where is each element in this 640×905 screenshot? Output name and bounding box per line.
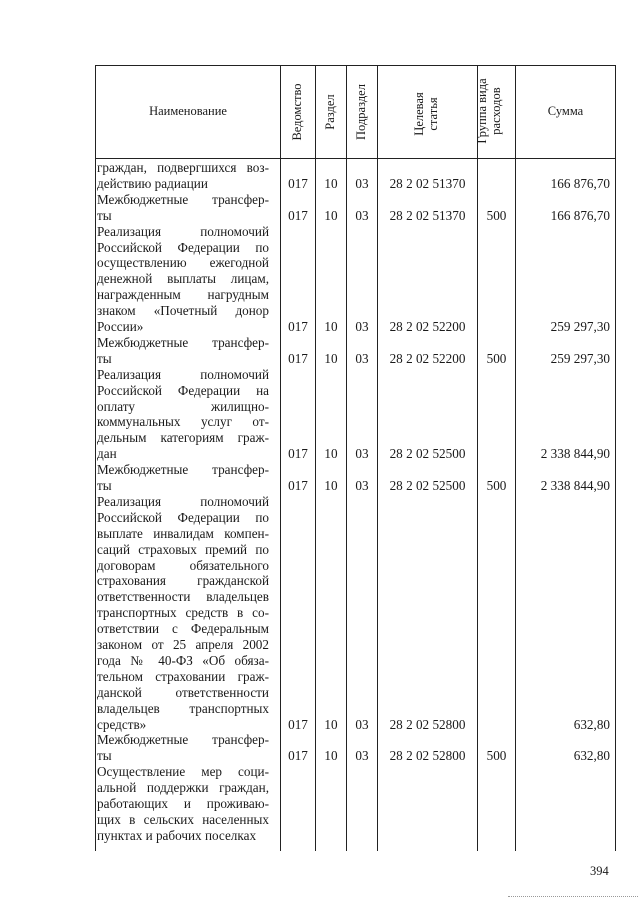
row-name-line: законом от 25 апреля 2002 (97, 637, 269, 652)
row-podrazdel-cell: 03 (355, 350, 369, 366)
row-name-line: тельном страховании граж- (97, 668, 269, 684)
row-vedomstvo-cell: 017 (288, 319, 308, 334)
row-name-line: коммунальных услуг от- (97, 414, 269, 430)
row-name-line: дан (97, 446, 117, 462)
row-name-line: Межбюджетные трансфер- (97, 732, 269, 748)
row-summa-cell: 632,80 (573, 716, 610, 732)
row-gruppa-cell: 500 (486, 748, 507, 764)
header-razdel: Раздел (323, 94, 337, 130)
row-name-line: ответствии с Федеральным (97, 621, 269, 637)
row-name-line: Межбюджетные трансфер- (97, 462, 269, 478)
row-name-line: владельцев транспортных (97, 700, 269, 716)
table-left-border (95, 65, 96, 851)
row-name-line: граждан, подвергшихся воз- (97, 160, 269, 175)
row-name-line: дельным категориям граж- (97, 430, 269, 446)
row-name-line: альной поддержки граждан, (97, 780, 269, 796)
row-razdel-cell: 10 (324, 350, 338, 366)
header-name: Наименование (149, 104, 227, 118)
row-summa-cell: 632,80 (573, 748, 610, 764)
row-celevaya-cell: 28 2 02 51370 (389, 207, 466, 223)
row-podrazdel-cell: 03 (355, 716, 369, 732)
row-summa-cell: 166 876,70 (550, 207, 610, 223)
row-gruppa-cell: 500 (486, 478, 507, 493)
row-summa-cell: 2 338 844,90 (540, 478, 610, 493)
row-podrazdel-cell: 03 (355, 319, 369, 334)
row-razdel-cell: 10 (324, 716, 338, 732)
row-celevaya-cell: 28 2 02 52800 (389, 716, 466, 732)
row-vedomstvo-cell: 017 (288, 716, 308, 732)
row-name-line: ты (97, 748, 112, 764)
row-name-line: страхования гражданской (97, 573, 269, 589)
row-name-line: ты (97, 207, 112, 223)
row-name-line: щих в сельских населенных (97, 811, 269, 827)
row-gruppa-cell: 500 (486, 350, 507, 366)
row-razdel-cell: 10 (324, 748, 338, 764)
row-name-line: действию радиации (97, 175, 208, 191)
column-divider-gruppa (477, 65, 478, 851)
header-vedomstvo: Ведомство (290, 83, 304, 141)
row-name-line: средств» (97, 716, 147, 732)
footer-dotted-line (508, 896, 638, 897)
row-name-line: Межбюджетные трансфер- (97, 334, 269, 350)
row-celevaya-cell: 28 2 02 51370 (389, 175, 466, 191)
row-name-line: ты (97, 478, 112, 493)
header-summa: Сумма (547, 104, 584, 118)
row-razdel-cell: 10 (324, 478, 338, 493)
header-celevaya-line1: Целевая (412, 92, 426, 136)
row-name-line: Реализация полномочий (97, 493, 269, 509)
row-name-line: Реализация полномочий (97, 223, 269, 239)
row-podrazdel-cell: 03 (355, 207, 369, 223)
header-podrazdel: Подраздел (354, 84, 368, 140)
row-celevaya-cell: 28 2 02 52200 (389, 350, 466, 366)
row-name-line: осуществлению ежегодной (97, 255, 269, 271)
row-name-line: ответственности владельцев (97, 589, 269, 605)
row-name-line: данской ответственности (97, 684, 269, 700)
row-name-line: договорам обязательного (97, 557, 269, 573)
row-vedomstvo-cell: 017 (288, 350, 308, 366)
row-name-line: Российской Федерации по (97, 509, 269, 525)
row-name-line: ты (97, 350, 112, 366)
header-gruppa-line2: расходов (489, 87, 503, 135)
row-vedomstvo-cell: 017 (288, 446, 308, 462)
row-name-line: России» (97, 319, 144, 334)
row-podrazdel-cell: 03 (355, 748, 369, 764)
row-name-line: награжденным нагрудным (97, 287, 269, 303)
row-razdel-cell: 10 (324, 207, 338, 223)
row-name-line: Осуществление мер соци- (97, 764, 269, 780)
row-name-line: транспортных средств в со- (97, 605, 269, 621)
row-summa-cell: 2 338 844,90 (540, 446, 610, 462)
row-name-line: денежной выплаты лицам, (97, 271, 269, 287)
row-name-line: Межбюджетные трансфер- (97, 191, 269, 207)
row-name-line: саций страховых премий по (97, 541, 269, 557)
row-razdel-cell: 10 (324, 319, 338, 334)
row-summa-cell: 259 297,30 (550, 350, 610, 366)
row-name-line: выплате инвалидам компен- (97, 525, 269, 541)
header-gruppa-line1: Группа вида (475, 78, 489, 144)
row-name-line: знаком «Почетный донор (97, 303, 269, 319)
row-gruppa-cell: 500 (486, 207, 507, 223)
row-vedomstvo-cell: 017 (288, 748, 308, 764)
row-name-line: пунктах и рабочих поселках (97, 827, 257, 843)
header-celevaya-line2: статья (426, 97, 440, 131)
table-right-border (615, 65, 616, 851)
row-podrazdel-cell: 03 (355, 446, 369, 462)
row-podrazdel-cell: 03 (355, 478, 369, 493)
row-celevaya-cell: 28 2 02 52500 (389, 478, 466, 493)
row-vedomstvo-cell: 017 (288, 175, 308, 191)
row-name-line: Российской Федерации на (97, 382, 269, 398)
row-vedomstvo-cell: 017 (288, 207, 308, 223)
row-vedomstvo-cell: 017 (288, 478, 308, 493)
row-name-line: Реализация полномочий (97, 366, 269, 382)
page-number: 394 (590, 864, 609, 878)
row-celevaya-cell: 28 2 02 52200 (389, 319, 466, 334)
row-name-line: Российской Федерации по (97, 239, 269, 255)
row-razdel-cell: 10 (324, 175, 338, 191)
row-name-line: оплату жилищно- (97, 398, 269, 414)
row-summa-cell: 259 297,30 (550, 319, 610, 334)
row-podrazdel-cell: 03 (355, 175, 369, 191)
row-name-line: работающих и проживаю- (97, 796, 269, 811)
row-celevaya-cell: 28 2 02 52500 (389, 446, 466, 462)
row-name-line: года № 40-ФЗ «Об обяза- (97, 652, 269, 668)
row-summa-cell: 166 876,70 (550, 175, 610, 191)
row-razdel-cell: 10 (324, 446, 338, 462)
row-celevaya-cell: 28 2 02 52800 (389, 748, 466, 764)
